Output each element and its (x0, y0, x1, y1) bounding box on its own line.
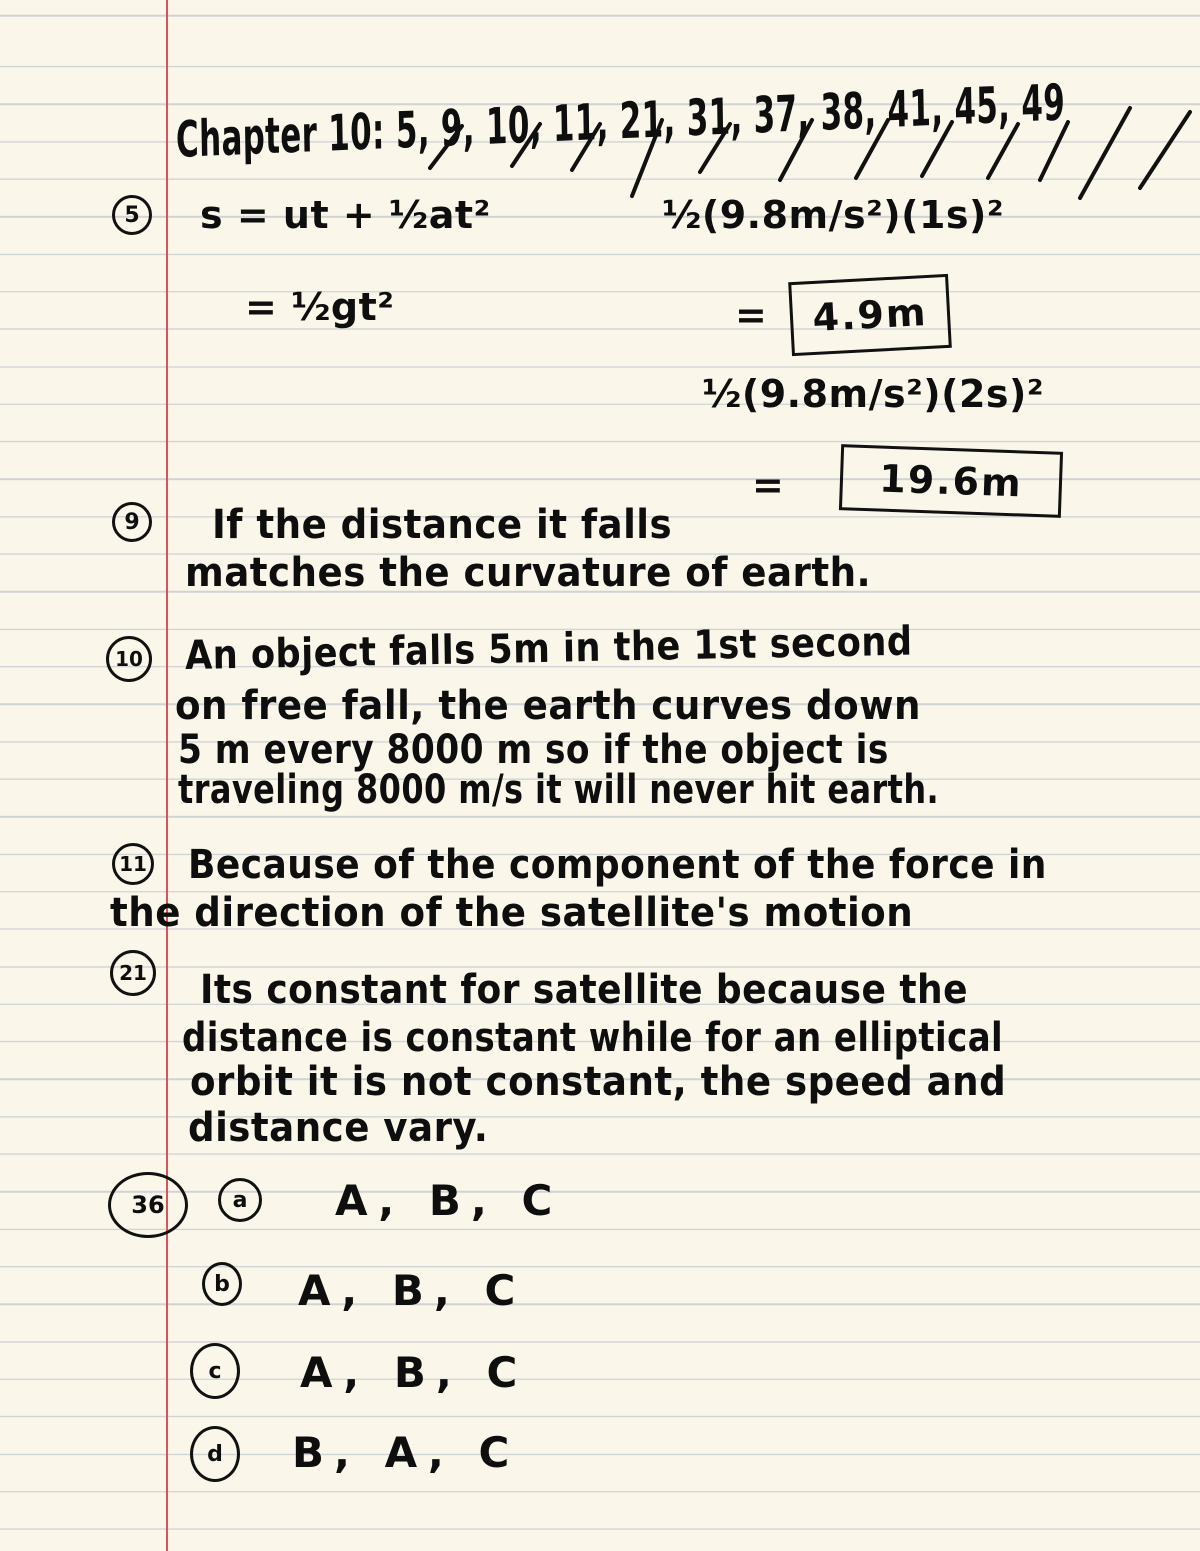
p21-line-4: distance vary. (188, 1105, 489, 1151)
p5-simplified: = ½gt² (245, 285, 395, 329)
p21-line-2: distance is constant while for an elliptical (182, 1015, 1004, 1061)
problem-number-5: 5 (112, 195, 152, 235)
option-c-answer: A, B, C (300, 1348, 528, 1397)
p10-line-2: on free fall, the earth curves down (175, 683, 921, 729)
p10-line-3: 5 m every 8000 m so if the object is (178, 727, 889, 773)
option-a-marker: a (218, 1178, 262, 1222)
p5-calc-2: ½(9.8m/s²)(2s)² (702, 372, 1045, 416)
option-a-answer: A, B, C (335, 1176, 563, 1225)
p11-line-2: the direction of the satellite's motion (110, 890, 914, 936)
p10-line-1: An object falls 5m in the 1st second (184, 618, 913, 679)
option-d-marker: d (190, 1426, 240, 1482)
p9-line-2: matches the curvature of earth. (185, 550, 872, 596)
option-d-answer: B, A, C (292, 1428, 520, 1477)
option-b-answer: A, B, C (298, 1266, 526, 1315)
problem-number-9: 9 (112, 502, 152, 542)
p5-calc-1: ½(9.8m/s²)(1s)² (662, 193, 1005, 237)
problem-number-10: 10 (106, 636, 152, 682)
p5-formula: s = ut + ½at² (200, 193, 491, 237)
chapter-title: Chapter 10: 5, 9, 10, 11, 21, 31, 37, 38, 41, 45, 49 (175, 73, 1066, 169)
p9-line-1: If the distance it falls (212, 502, 673, 548)
option-c-marker: c (190, 1343, 240, 1399)
p5-equals-1: = (735, 293, 768, 337)
margin-line (166, 0, 168, 1551)
p10-line-4: traveling 8000 m/s it will never hit earth. (178, 767, 940, 813)
option-b-marker: b (202, 1262, 242, 1306)
problem-number-21: 21 (110, 950, 156, 996)
p5-answer-1-box: 4.9m (788, 274, 952, 356)
p11-line-1: Because of the component of the force in (188, 842, 1047, 888)
p21-line-1: Its constant for satellite because the (200, 967, 968, 1013)
p5-answer-2-box: 19.6m (839, 444, 1063, 518)
problem-number-11: 11 (112, 843, 154, 885)
problem-number-36: 36 (108, 1172, 188, 1238)
p21-line-3: orbit it is not constant, the speed and (190, 1059, 1007, 1105)
p5-equals-2: = (752, 463, 785, 507)
